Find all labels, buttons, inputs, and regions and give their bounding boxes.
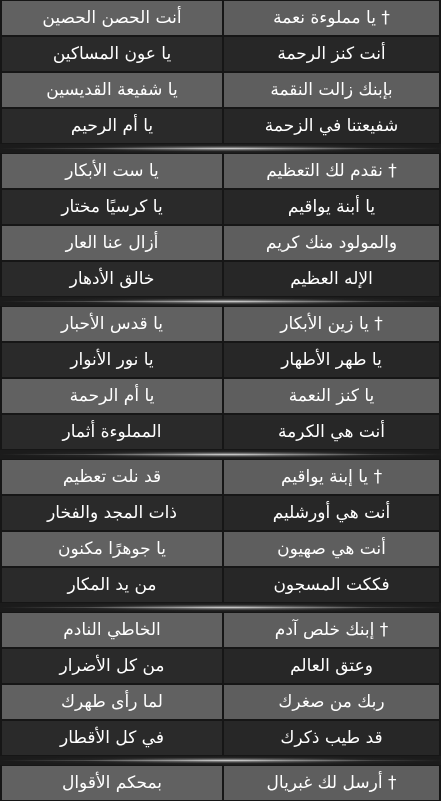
verse-second-half: الخاطي النادم [2,613,222,647]
verse-first-half: والمولود منك كريم [224,226,439,260]
verse-first-half: شفيعتنا في الزحمة [224,109,439,143]
verse-second-half: يا شفيعة القديسين [2,73,222,107]
verse-second-half: يا جوهرًا مكنون [2,532,222,566]
verse-second-half: من كل الأضرار [2,649,222,683]
verse-row [0,108,441,144]
verse-row [0,684,441,720]
stanza-divider [0,144,441,153]
verse-first-half: † إبنك خلص آدم [224,613,439,647]
verse-second-half: يا قدس الأحبار [2,307,222,341]
verse-first-half: أنت هي الكرمة [224,415,439,449]
stanza-divider [0,297,441,306]
verse-second-half: يا ست الأبكار [2,154,222,188]
verse-row [0,36,441,72]
verse-second-half: لما رأى طهرك [2,685,222,719]
stanza-divider [0,756,441,765]
verse-first-half: بإبنك زالت النقمة [224,73,439,107]
verse-row [0,567,441,603]
verse-second-half: يا كرسيًا مختار [2,190,222,224]
verse-first-half: فككت المسجون [224,568,439,602]
stanza-divider [0,603,441,612]
stanza-divider [0,450,441,459]
verse-second-half: يا أم الرحمة [2,379,222,413]
verse-row [0,612,441,648]
verse-first-half: يا أبنة يواقيم [224,190,439,224]
verse-first-half: † يا مملوءة نعمة [224,1,439,35]
verse-row [0,378,441,414]
verse-first-half: الإله العظيم [224,262,439,296]
verse-second-half: بمحكم الأقوال [2,766,222,800]
verse-row [0,720,441,756]
verse-second-half: قد نلت تعظيم [2,460,222,494]
verse-second-half: من يد المكار [2,568,222,602]
verse-row [0,648,441,684]
verse-row [0,459,441,495]
verse-first-half: يا طهر الأطهار [224,343,439,377]
verse-second-half: ذات المجد والفخار [2,496,222,530]
verse-first-half: وعتق العالم [224,649,439,683]
verse-row [0,414,441,450]
verse-row [0,189,441,225]
verse-first-half: أنت كنز الرحمة [224,37,439,71]
verse-second-half: يا أم الرحيم [2,109,222,143]
verse-first-half: قد طيب ذكرك [224,721,439,755]
verse-second-half: يا نور الأنوار [2,343,222,377]
verse-second-half: يا عون المساكين [2,37,222,71]
verse-first-half: † أرسل لك غبريال [224,766,439,800]
verse-row [0,225,441,261]
verse-first-half: † يا إبنة يواقيم [224,460,439,494]
verse-row [0,495,441,531]
verse-row [0,261,441,297]
verse-first-half: أنت هي صهيون [224,532,439,566]
verse-second-half: أزال عنا العار [2,226,222,260]
verse-first-half: أنت هي أورشليم [224,496,439,530]
verse-row [0,306,441,342]
verse-row [0,765,441,801]
verse-row [0,342,441,378]
verse-second-half: أنت الحصن الحصين [2,1,222,35]
verse-first-half: ربك من صغرك [224,685,439,719]
verse-row [0,531,441,567]
verse-first-half: يا كنز النعمة [224,379,439,413]
verse-row [0,0,441,36]
verse-second-half: في كل الأقطار [2,721,222,755]
verse-first-half: † يا زين الأبكار [224,307,439,341]
verse-row [0,72,441,108]
verse-second-half: المملوءة أثمار [2,415,222,449]
verse-row [0,153,441,189]
verse-first-half: † نقدم لك التعظيم [224,154,439,188]
verse-second-half: خالق الأدهار [2,262,222,296]
